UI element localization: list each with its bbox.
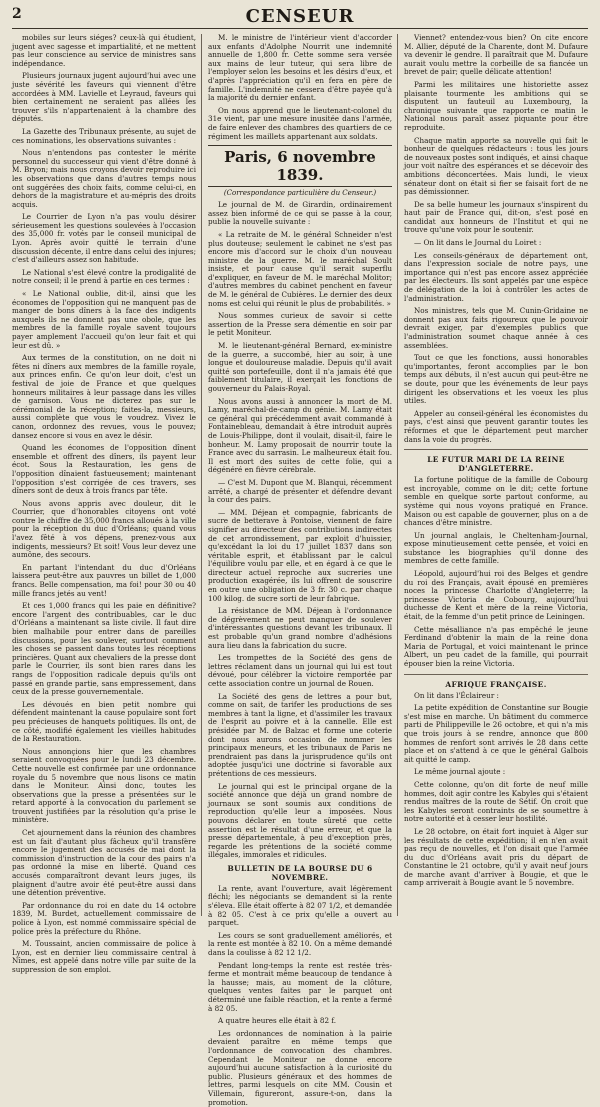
paragraph: Les ordonnances de nomination à la pairie devaient paraître en même temps que l'ordonnance de convocation des chambres. Cependant le Moniteur ne donne encore aujourd'hui aucune satisfaction à la curiosité du public. Plusieurs généraux et des hommes de lettres, parmi lesquels on cite MM. Cousin et Villemain, figureront, assure-t-on, dans la promotion. [208, 1028, 392, 1107]
paragraph: Cette mésalliance n'a pas empêché le jeune Ferdinand d'obtenir la main de la reine dona Maria de Portugal, et voici maintenant le prince Albert, un peu cadet de la famille, qui pourrait épouser bien la reine Victoria. [404, 624, 588, 668]
paragraph: Viennet? entendez-vous bien? On cite encore M. Allier, député de la Charente, dont M. Dufaure va devenir le gendre. Il paraîtrait que M. Dufaure aurait voulu mettre la corbeille de sa fiancée un brevet de pair; quelle délicate attention! [404, 33, 588, 77]
paragraph: Nous avons aussi à annoncer la mort de M. Lamy, maréchal-de-camp du génie. M. Lamy était ce général qui précédemment avait commandé à Fontainebleau, demandait à être introduit auprès de Louis-Philippe, dont il voulait, disait-il, faire le bonheur. M. Lamy proposait de nourrir toute la France avec du sarrasin. Le malheureux était fou. Il est mort des suites de cette folie, qui a dégénéré en fièvre cérébrale. [208, 396, 392, 475]
paragraph: — MM. Déjean et compagnie, fabricants de sucre de betterave à Pontoise, viennent de faire signifier au directeur des contributions indirectes de cet arrondissement, par exploit d'huissier, qu'excédant la loi du 17 juillet 1837 dans son véritable esprit, et établissant par le calcul l'équilibre voulu par elle, et en égard à ce que le directeur actuel reproche aux sucreries une production exagérée, ils lui offrent de souscrire en outre une obligation de 3 fr. 30 c. par chaque 100 kilog. de sucre sorti de leur fabrique. [208, 507, 392, 603]
paragraph: Un journal anglais, le Cheltenham-Journal, expose minutieusement cette pensée, et voici en substance les biographies qu'il donne des membres de cette famille. [404, 530, 588, 566]
bourse-title: BULLETIN DE LA BOURSE DU 6 NOVEMBRE. [227, 863, 373, 882]
paragraph: En partant l'intendant du duc d'Orléans laissera peut-être aux pauvres un billet de 1,000 francs. Belle compensation, ma foi! pour 30 ou 40 mille francs jetés au vent! [12, 562, 196, 598]
paragraph: Léopold, aujourd'hui roi des Belges et gendre du roi des Français, avait épousé en premières noces la princesse Charlotte d'Angleterre; la princesse Victoria de Cobourg, aujourd'hui duchesse de Kent et mère de la reine Victoria, était, de la femme d'un petit prince de Leiningen. [404, 569, 588, 622]
paragraph: Les cours se sont graduellement améliorés, et la rente est montée à 82 10. On a même demandé dans la coulisse à 82 12 1/2. [208, 930, 392, 958]
page-number: 2 [12, 6, 22, 22]
paragraph: Le National s'est élevé contre la prodigalité de notre conseil; il le prend à partie en ces termes : [12, 267, 196, 286]
paragraph: mobiles sur leurs siéges? ceux-là qui étudient, jugent avec sagesse et impartialité, et ne mettent pas leur conscience au service de ministres sans indépendance. [12, 33, 196, 68]
paragraph: Les conseils-généraux de département ont, dans l'expression sociale de notre pays, une importance qui n'est pas encore assez appréciée par les électeurs. Ils sont appelés par une espèce de délégation de la loi à contrôler les actes de l'administration. [404, 250, 588, 303]
paragraph: Le Courrier de Lyon n'a pas voulu désirer sérieusement les questions soulevées à l'occasion des 35,000 fr. votés par le conseil municipal de Lyon. Après avoir quitté le terrain d'une discussion décente, il entre dans celui des injures; c'est d'ailleurs assez son habitude. [12, 212, 196, 265]
paragraph: « La retraite de M. le général Schneider n'est plus douteuse; seulement le cabinet ne s'est pas encore mis d'accord sur le choix d'un nouveau ministre de la guerre. M. le maréchal Soult insiste, et pour cause qu'il serait superflu d'expliquer, en faveur de M. le maréchal Molitor; d'autres membres du cabinet penchent en faveur de M. le général de Cubières. Le dernier des deux noms est celui qui réunit le plus de probabilités. » [208, 229, 392, 308]
paragraph: La petite expédition de Constantine sur Bougie s'est mise en marche. Un bâtiment du commerce parti de Philippeville le 26 octobre, et qui n'a mis que trois jours à se rendre, annonce que 800 hommes de renfort sont arrivés le 28 dans cette place et on s'attend à ce que le général Galbois ait quitté le camp. [404, 703, 588, 764]
paragraph: Le même journal ajoute : [414, 767, 506, 777]
section-subtitle: (Correspondance particulière du Censeur.) [223, 189, 377, 198]
paragraph: Le 28 octobre, on était fort inquiet à Alger sur les résultats de cette expédition; il en n'en avait pas reçu de nouvelles, et l'on disait que l'armée du duc d'Orléans avait pris du départ de Constantine le 21 octobre, qu'il y avait neuf jours de marche avant d'arriver à Bougie, et que le camp arriverait à Bougie avant le 5 novembre. [404, 826, 588, 888]
paragraph: Et ces 1,000 francs qui les paie en définitive? encore l'argent des contribuables, car le duc d'Orléans a maintenant sa liste civile. Il faut dire bien malhabile pour entrer dans de pareilles discussions, pour les soulever, surtout comment les choses se passent dans toutes les réceptions princières. Quant aux chevaliers de la presse dont parle le Courrier, ils sont bien rares dans les rangs de l'opposition radicale depuis qu'ils ont passé en grande partie, sans empressement, dans ceux de la presse gouvernementale. [12, 601, 196, 697]
text-columns [12, 33, 588, 1107]
paragraph: Le journal de M. de Girardin, ordinairement assez bien informé de ce qui se passe à la cour, publie la nouvelle suivante : [208, 200, 392, 227]
paragraph: — C'est M. Dupont que M. Blanqui, récemment arrêté, a chargé de présenter et défendre devant la cour des pairs. [208, 477, 392, 505]
page-header [12, 6, 588, 29]
column-2 [208, 33, 398, 1107]
story-title: LE FUTUR MARI DE LA REINE D'ANGLETERRE. [427, 455, 565, 474]
paragraph: Tout ce que les fonctions, aussi honorables qu'importantes, feront accomplies par le bon temps aux débuts, il n'est aucun qui peut-être ne se doute, pour que les événements de leur pays dirigent les observations et les voeux les plus utiles. [404, 353, 588, 406]
divider [404, 449, 588, 450]
paragraph: Parmi les militaires une historiette assez plaisante tourmente les ambitions qui se disputent un fauteuil au Luxembourg, la chronique suivante que rapporte ce matin le National nous paraît assez piquante pour être reproduite. [404, 79, 588, 132]
paragraph: On nous apprend que le lieutenant-colonel du 31e vient, par une mesure inusitée dans l'armée, de faire enlever des chambres des quartiers de ce régiment les maillets appartenant aux soldats. [208, 105, 392, 141]
paragraph: — On lit dans le Journal du Loiret : [414, 238, 542, 248]
paragraph: La Gazette des Tribunaux présente, au sujet de ces nominations, les observations suivantes : [12, 126, 196, 145]
paragraph: La Société des gens de lettres a pour but, comme on sait, de tarifer les productions de ses membres à tant la ligne, et d'assimiler les travaux de l'esprit au poivre et à la cannelle. Elle est présidée par M. de Balzac et forme une coterie dont nous aurons occasion de nommer les principaux meneurs, et les tribunaux de Paris ne prendraient pas dans la jurisprudence qu'ils ont adoptée jusqu'ici une doctrine si favorable aux prétentions de ces messieurs. [208, 691, 392, 778]
paragraph: Chaque matin apporte sa nouvelle qui fait le bonheur de quelques rédacteurs : tous les jours de nouveaux postes sont indiqués, et ainsi chaque jour voit naître des espérances et se décevoir des ambitions déconcertées. Mais lundi, le vieux sénateur dont on était si fier se faisait fort de ne pas démissionner. [404, 135, 588, 197]
paragraph: Le journal qui est le principal organe de la société annonce que déjà un grand nombre de journaux se sont soumis aux conditions de reproduction qu'elle leur a imposées. Nous pouvons déclarer en toute sûreté que cette assertion est le résultat d'une erreur, et que la presse départementale, à peu d'exception près, regarde les prétentions de la société comme illégales, immorales et ridicules. [208, 781, 392, 860]
paragraph: Nous sommes curieux de savoir si cette assertion de la Presse sera démentie en soir par le petit Moniteur. [208, 311, 392, 338]
masthead: CENSEUR [245, 6, 355, 27]
paragraph: Nous annonçions hier que les chambres seraient convoquées pour le lundi 23 décembre. Cette nouvelle est confirmée par une ordonnance royale du 5 novembre que nous lisons ce matin dans le Moniteur. Ainsi donc, toutes les observations que la presse a présentées sur le retard apporté à la convocation du parlement se trouvent justifiées par la résolution qu'a prise le ministère. [12, 746, 196, 825]
paragraph: A quatre heures elle était à 82 f. [218, 1016, 337, 1026]
paragraph: Pendant long-temps la rente est restée très-ferme et montrait même beaucoup de tendance à la hausse; mais, au moment de la clôture, quelques ventes faites par le parquet ont déterminé une faible réaction, et la rente a fermé à 82 05. [208, 960, 392, 1013]
paragraph: Cet ajournement dans la réunion des chambres est un fait d'autant plus fâcheux qu'il transfère encore le jugement des accusés de mai dont la commission d'instruction de la cour des pairs n'a pas ordonné la mise en liberté. Quand ces accusés comparaîtront devant leurs juges, ils plaignent d'autre avoir été peut-être aussi dans une détention préventive. [12, 828, 196, 898]
paragraph: On lit dans l'Éclaireur : [414, 690, 499, 700]
paragraph: « Le National oublie, dit-il, ainsi que les économes de l'opposition qui ne manquent pas de manger de bons dîners à la face des indigents auxquels ils ne donnent pas une obole, que les membres de la famille royale savent toujours payer amplement l'accueil qu'on leur fait et qui leur est dû. » [12, 289, 196, 350]
paragraph: Nous n'entendons pas contester le mérite personnel du successeur qui vient d'être donné à M. Bryon; mais nous croyons devoir reproduire ici les observations que dans d'autres temps nous ont suggérées des choix faits, comme celui-ci, en dehors de la magistrature et au-mépris des droits acquis. [12, 148, 196, 209]
paragraph: Aux termes de la constitution, on ne doit ni fêtes ni dîners aux membres de la famille royale, aux princes enfin. Ce qu'on leur doit, c'est un festival de joie de France et que quelques honneurs militaires à leur passage dans les villes de garnison. Vous ne dicterez pas sur le cérémonial de la réception; faites-la, messieurs, aussi complète que vous le voudrez. Vivez le canon, ordonnez des revues, vous le pouvez; dansez encore si vous en avez le désir. [12, 353, 196, 440]
paragraph: Quand les économes de l'opposition dînent ensemble et offrent des dîners, ils payent leur écot. Sous la Restauration, les gens de l'opposition dînaient fastueusement; maintenant l'opposition s'est corrigée de ces travers, ses dîners sont de deux à trois francs par tête. [12, 443, 196, 496]
paragraph: De sa belle humeur les journaux s'inspirent du haut pair de France qui, dit-on, s'est posé en candidat aux honneurs de l'Institut et qui ne trouve qu'une voix pour le soutenir. [404, 199, 588, 235]
paragraph: Appeler au conseil-général les économistes du pays, c'est ainsi que peuvent garantir toutes les réformes et que le département peut marcher dans la voie du progrès. [404, 408, 588, 444]
paragraph: Nous avons appris avec douleur, dit le Courrier, que d'honorables citoyens ont voté contre le chiffre de 35,000 francs alloués à la ville pour la réception du duc d'Orléans; quand vous l'avez fêté à vos dépens, prenez-vous aux indigents, messieurs? Et soit! Vous leur devez une aumône, des secours. [12, 498, 196, 560]
paragraph: La rente, avant l'ouverture, avait légèrement fléchi; les négociants se demandent si la rente s'éleva. Elle était offerte à 82 07 1/2, et demandée à 82 05. C'est à ce prix qu'elle a ouvert au parquet. [208, 883, 392, 928]
paragraph: M. le ministre de l'intérieur vient d'accorder aux enfants d'Adolphe Nourrit une indemnité annuelle de 1,800 fr. Cette somme sera versée aux mains de leur tuteur, qui sera libre de l'employer selon les besoins et les désirs d'eux, et d'après l'appréciation qu'il en fera en père de famille. L'indemnité ne cessera d'être payée qu'à la majorité du dernier enfant. [208, 33, 392, 103]
paragraph: La fortune politique de la famille de Cobourg est incroyable, comme on le dit; cette fortune semble en quelque sorte partout conforme, au système qui nous voyons pratiqué en France. Maison ou est capable de gouverner, plus on a de chances d'être ministre. [404, 475, 588, 528]
section-title: Paris, 6 novembre 1839. [208, 145, 392, 187]
paragraph: M. le lieutenant-général Bernard, ex-ministre de la guerre, a succombé, hier au soir, à une longue et douloureuse maladie. Depuis qu'il avait quitté son portefeuille, dont il n'a jamais été que faiblement titulaire, il exerçait les fonctions de gouverneur du Palais-Royal. [208, 341, 392, 393]
paragraph: Nos ministres, tels que M. Cunin-Gridaine ne donnent pas aux faits rigoureux que le pouvoir devrait exiger, par d'exemples publics que l'administration soumet chaque année à ces assemblées. [404, 306, 588, 350]
paragraph: M. Toussaint, ancien commissaire de police à Lyon, est en dernier lieu commissaire central à Nîmes, est appelé dans notre ville par suite de la suppression de son emploi. [12, 939, 196, 974]
paragraph: Les trompettes de la Société des gens de lettres réclament dans un journal qui lui est tout dévoué, pour célébrer la victoire remportée par cette association contre un journal de Rouen. [208, 653, 392, 688]
column-3 [404, 34, 588, 916]
column-1 [12, 33, 202, 974]
paragraph: Par ordonnance du roi en date du 14 octobre 1839, M. Burdet, actuellement commissaire de police à Lyon, est nommé commissaire spécial de police près la préfecture du Rhône. [12, 900, 196, 936]
paragraph: Plusieurs journaux jugent aujourd'hui avec une juste sévérité les faveurs qui viennent d'être accordées à MM. Lavielle et Leyraud, faveurs qui bien certainement ne seraient pas allées les trouver s'ils n'appartenaient à la chambre des députés. [12, 71, 196, 124]
paragraph: Cette colonne, qu'on dit forte de neuf mille hommes, doit agir contre les Kabyles qui s'étaient rendus maîtres de la route de Sétif. On croit que les Kabyles seront contraints de se soumettre à notre autorité et à cesser leur hostilité. [404, 779, 588, 824]
paragraph: Les dévoués en bien petit nombre qui défendent maintenant la cause populaire sont fort peu précieuses de hanquets politiques. Ils ont, de ce côté, modifié également les vieilles habitudes de la Restauration. [12, 699, 196, 744]
paragraph: La résistance de MM. Déjean à l'ordonnance de dégrèvement ne peut manquer de soulever d'intéressantes questions devant les tribunaux. Il est probable qu'un grand nombre d'adhésions aura lieu dans la fabrication du sucre. [208, 606, 392, 650]
afrique-title: AFRIQUE FRANÇAISE. [445, 679, 547, 689]
divider [404, 674, 588, 675]
